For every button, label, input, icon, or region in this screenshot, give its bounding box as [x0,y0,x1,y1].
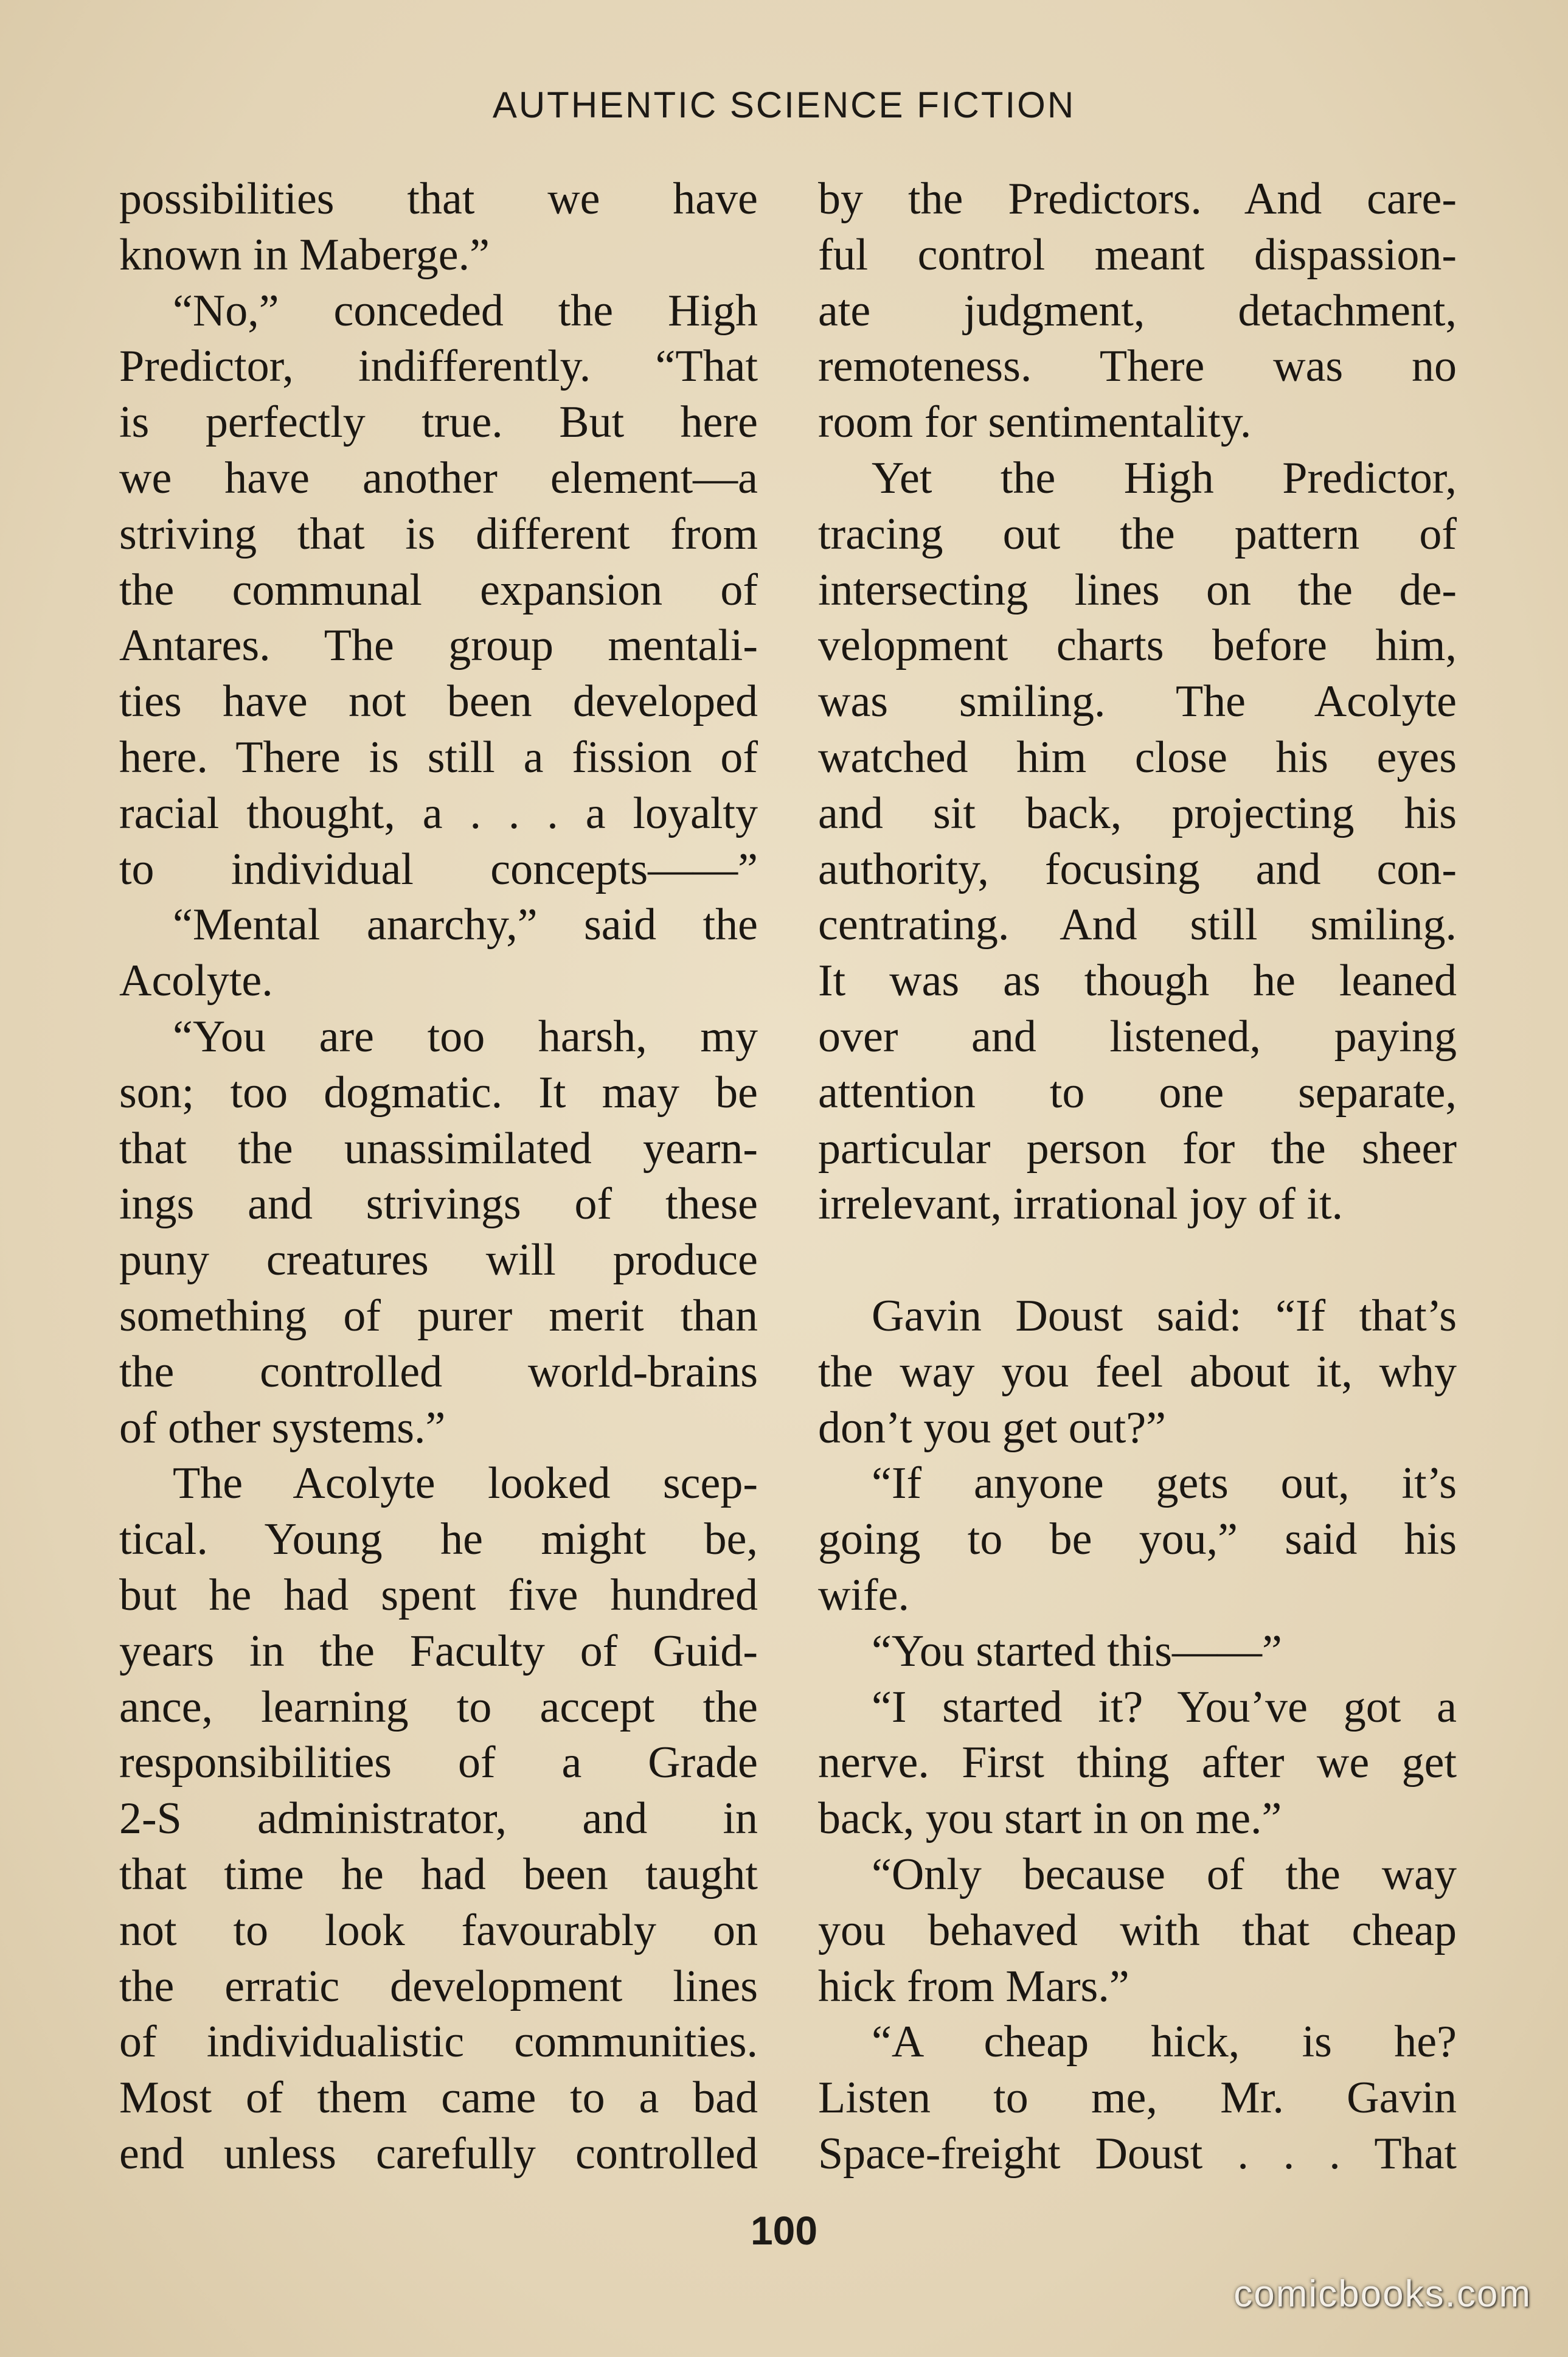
text-line: tical. Young he might be, [119,1514,758,1565]
text-line: end unless carefully controlled [119,2128,758,2179]
text-line: years in the Faculty of Guid- [119,1626,758,1676]
text-line: Yet the High Predictor, [872,453,1457,503]
text-line: not to look favourably on [119,1905,758,1955]
text-line: “You are too harsh, my [173,1011,758,1062]
text-line: It was as though he leaned [818,956,1457,1006]
text-line: known in Maberge.” [119,229,490,280]
text-line: Gavin Doust said: “If that’s [872,1290,1457,1341]
text-line: nerve. First thing after we get [818,1738,1457,1788]
text-line: Most of them came to a bad [119,2073,758,2123]
text-line: Predictor, indifferently. “That [119,341,758,392]
text-line: but he had spent five hundred [119,1570,758,1620]
text-line: Listen to me, Mr. Gavin [818,2073,1457,2123]
text-line: watched him close his eyes [818,732,1457,782]
text-line: 2-S administrator, and in [119,1794,758,1844]
text-line: striving that is different from [119,509,758,559]
text-line: “I started it? You’ve got a [872,1682,1457,1732]
text-line: ings and strivings of these [119,1179,758,1230]
text-line: “If anyone gets out, it’s [872,1458,1457,1509]
text-line: was smiling. The Acolyte [818,677,1457,727]
text-line: the erratic development lines [119,1961,758,2011]
text-line: something of purer merit than [119,1290,758,1341]
text-line: possibilities that we have [119,174,758,224]
text-line: wife. [818,1570,909,1620]
text-line: hick from Mars.” [818,1961,1129,2011]
text-line: Acolyte. [119,956,273,1006]
text-line: ful control meant dispassion- [818,229,1457,280]
text-line: “You started this——” [872,1626,1282,1676]
text-line: is perfectly true. But here [119,397,758,448]
right-column [818,172,1457,2182]
page-number: 100 [750,2208,818,2253]
text-line: “Only because of the way [872,1849,1457,1899]
text-line: “Mental anarchy,” said the [173,900,758,950]
text-line: ance, learning to accept the [119,1682,758,1732]
text-line: centrating. And still smiling. [818,900,1457,950]
text-line: racial thought, a . . . a loyalty [119,788,758,838]
text-line: the way you feel about it, why [818,1346,1457,1397]
text-line: here. There is still a fission of [119,732,758,782]
text-line: to individual concepts——” [119,844,758,894]
text-line: and sit back, projecting his [818,788,1457,838]
running-head: AUTHENTIC SCIENCE FICTION [492,85,1076,125]
text-line: authority, focusing and con- [818,844,1457,894]
text-line: puny creatures will produce [119,1235,758,1286]
text-line: The Acolyte looked scep- [173,1458,758,1509]
text-line: back, you start in on me.” [818,1794,1282,1844]
text-line: intersecting lines on the de- [818,565,1457,615]
text-line: “No,” conceded the High [173,285,758,336]
text-line: the controlled world-brains [119,1346,758,1397]
text-line: that time he had been taught [119,1849,758,1899]
text-line: particular person for the sheer [818,1123,1457,1174]
text-line: you behaved with that cheap [818,1905,1457,1955]
text-line: velopment charts before him, [818,621,1457,671]
text-line: irrelevant, irrational joy of it. [818,1179,1344,1230]
text-line: don’t you get out?” [818,1402,1167,1453]
text-line: the communal expansion of [119,565,758,615]
site-watermark: comicbooks.com [1233,2273,1532,2315]
text-line: ate judgment, detachment, [818,285,1457,336]
section-break [818,1233,1457,1289]
text-line: of other systems.” [119,1402,446,1453]
text-line: of individualistic communities. [119,2017,758,2067]
text-line: we have another element—a [119,453,758,503]
text-line: over and listened, paying [818,1011,1457,1062]
left-column [119,172,758,2182]
text-line: that the unassimilated yearn- [119,1123,758,1174]
text-line: attention to one separate, [818,1067,1457,1118]
text-line: going to be you,” said his [818,1514,1457,1565]
text-line: Antares. The group mentali- [119,621,758,671]
text-line: remoteness. There was no [818,341,1457,392]
text-line: tracing out the pattern of [818,509,1457,559]
text-line: responsibilities of a Grade [119,1738,758,1788]
text-line: “A cheap hick, is he? [872,2017,1457,2067]
text-line: room for sentimentality. [818,397,1252,448]
text-line: Space-freight Doust . . . That [818,2128,1457,2179]
text-line: ties have not been developed [119,677,758,727]
text-line: son; too dogmatic. It may be [119,1067,758,1118]
text-line: by the Predictors. And care- [818,174,1457,224]
